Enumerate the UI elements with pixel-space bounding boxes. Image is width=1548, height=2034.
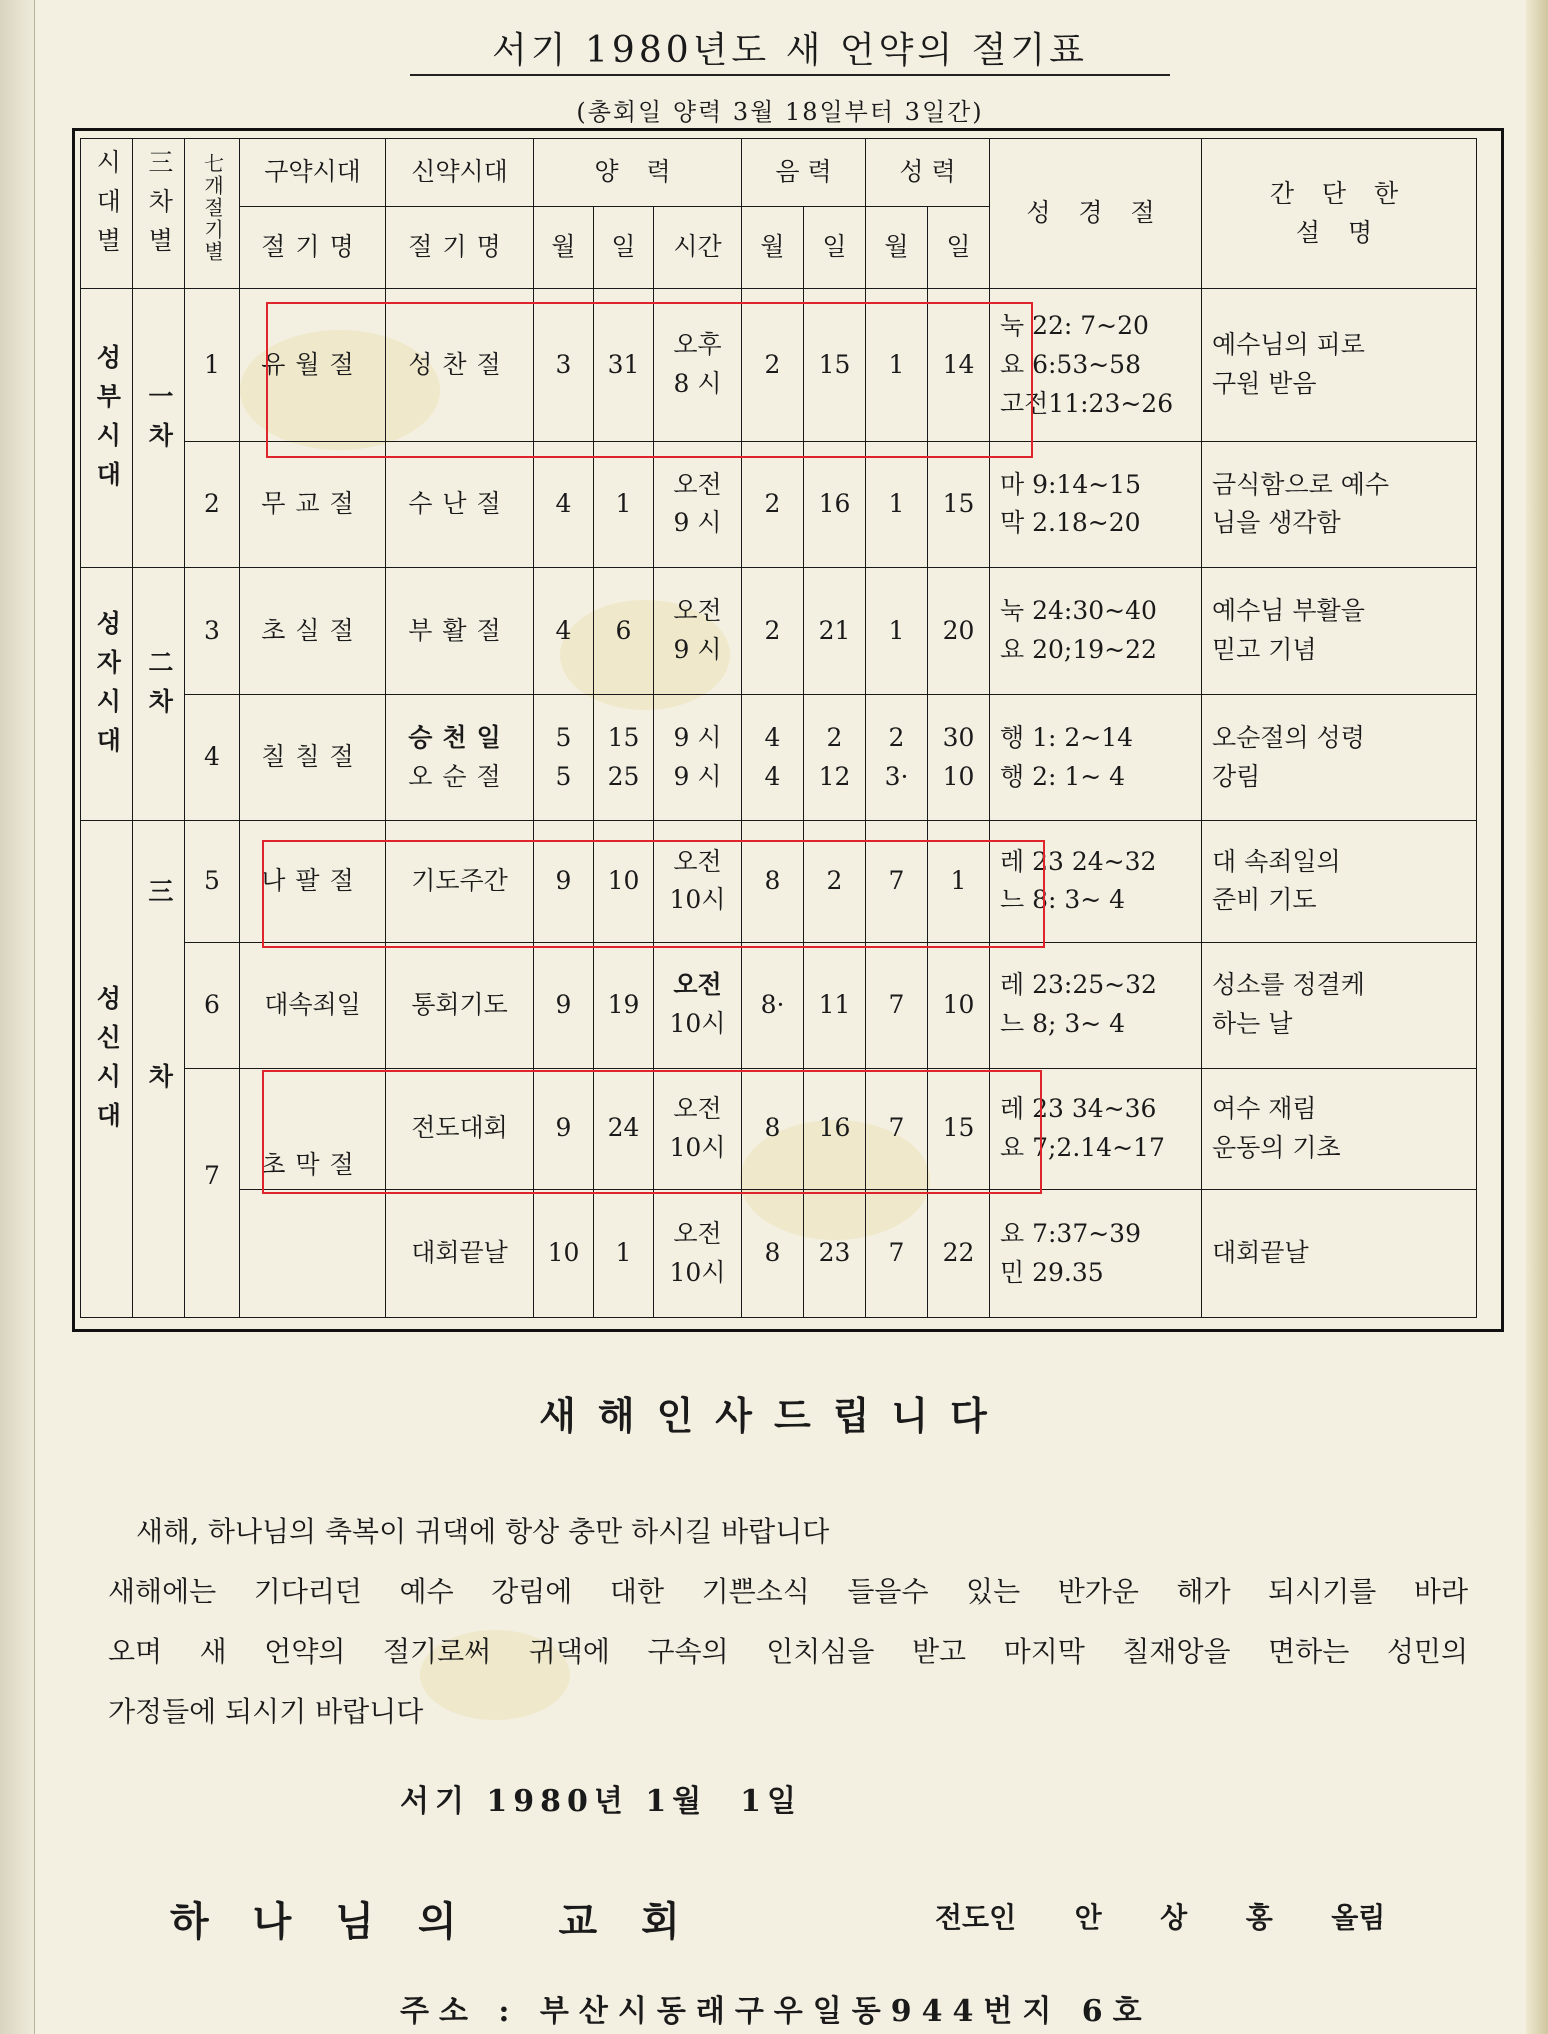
page-binding-edge [0, 0, 35, 2034]
feast-number: 3 [185, 567, 240, 695]
feast-number: 7 [185, 1068, 240, 1317]
table-header-row [81, 139, 1477, 207]
solar-day: 31 [594, 289, 654, 442]
greeting-line: 오며 새 언약의 절기로써 귀댁에 구속의 인치심을 받고 마지막 칠재앙을 면하는 성민의 [108, 1635, 1468, 1668]
sacred-month: 2 3· [866, 695, 928, 821]
greeting-line: 새해, 하나님의 축복이 귀댁에 항상 충만 하시길 바랍니다 [136, 1515, 830, 1548]
ot-feast-name: 칠칠절 [240, 695, 386, 821]
sacred-month: 1 [866, 441, 928, 567]
scripture-cell: 레 23 24~32 느 8: 3~ 4 [990, 821, 1202, 943]
sacred-month: 7 [866, 1190, 928, 1318]
greeting-heading: 새해인사드립니다 [539, 1393, 1009, 1438]
ot-feast-name: 대속죄일 [240, 942, 386, 1068]
description-cell: 대회끝날 [1202, 1190, 1477, 1318]
greeting-line: 가정들에 되시기 바랍니다 [108, 1695, 424, 1728]
sacred-day: 1 [928, 821, 990, 943]
document-title: 서기 1980년도 새 언약의 절기표 [492, 30, 1088, 71]
nt-feast-name: 대회끝날 [386, 1190, 534, 1318]
nt-feast-name: 성찬절 [386, 289, 534, 442]
description-cell: 금식함으로 예수 님을 생각함 [1202, 441, 1477, 567]
scripture-cell: 눅 22: 7~20 요 6:53~58 고전11:23~26 [990, 289, 1202, 442]
lunar-month: 2 [742, 289, 804, 442]
lunar-day: 23 [804, 1190, 866, 1318]
lunar-month: 8 [742, 821, 804, 943]
description-cell: 예수님의 피로 구원 받음 [1202, 289, 1477, 442]
header-sacred: 성 력 [866, 139, 990, 207]
scripture-cell: 행 1: 2~14 행 2: 1~ 4 [990, 695, 1202, 821]
header-ot-name: 절기명 [240, 207, 386, 289]
solar-month: 9 [534, 821, 594, 943]
solar-month: 3 [534, 289, 594, 442]
title-underline [410, 74, 1170, 76]
header-sacred-day: 일 [928, 207, 990, 289]
lunar-day: 15 [804, 289, 866, 442]
nt-feast-name: 부활절 [386, 567, 534, 695]
solar-time: 오전 10시 [654, 1068, 742, 1190]
greeting-line: 새해에는 기다리던 예수 강림에 대한 기쁜소식 들을수 있는 반가운 해가 되시기를 바라 [108, 1575, 1468, 1608]
lunar-day: 2 [804, 821, 866, 943]
feast-number: 6 [185, 942, 240, 1068]
highlight-box-passover [266, 302, 1033, 458]
sacred-day: 10 [928, 942, 990, 1068]
sacred-day: 30 10 [928, 695, 990, 821]
solar-month: 9 [534, 1068, 594, 1190]
solar-time: 오후 8 시 [654, 289, 742, 442]
header-lunar-month: 월 [742, 207, 804, 289]
nt-feast-name: 통회기도 [386, 942, 534, 1068]
solar-time: 오전 10시 [654, 1190, 742, 1318]
page-right-edge [1526, 0, 1548, 2034]
description-cell: 대 속죄일의 준비 기도 [1202, 821, 1477, 943]
nt-feast-name: 승천일 오순절 [386, 695, 534, 821]
header-era: 시대별 [81, 139, 133, 289]
lunar-month: 8· [742, 942, 804, 1068]
feast-number: 5 [185, 821, 240, 943]
ot-feast-name: 초실절 [240, 567, 386, 695]
solar-day: 1 [594, 441, 654, 567]
lunar-month: 2 [742, 567, 804, 695]
scripture-cell: 레 23:25~32 느 8; 3~ 4 [990, 942, 1202, 1068]
church-name: 하나님의 교회 [170, 1898, 724, 1945]
header-solar-day: 일 [594, 207, 654, 289]
lunar-day: 2 12 [804, 695, 866, 821]
scripture-cell: 레 23 34~36 요 7;2.14~17 [990, 1068, 1202, 1190]
scripture-cell: 눅 24:30~40 요 20;19~22 [990, 567, 1202, 695]
lunar-day: 16 [804, 1068, 866, 1190]
solar-time: 9 시 9 시 [654, 695, 742, 821]
solar-time: 오전 10시 [654, 821, 742, 943]
solar-month: 4 [534, 441, 594, 567]
sacred-month: 7 [866, 1068, 928, 1190]
solar-month: 5 5 [534, 695, 594, 821]
description-cell: 예수님 부활을 믿고 기념 [1202, 567, 1477, 695]
header-nt-era: 신약시대 [386, 139, 534, 207]
ot-feast-name: 나팔절 [240, 821, 386, 943]
sacred-day: 15 [928, 1068, 990, 1190]
document-subtitle: (총회일 양력 3월 18일부터 3일간) [576, 98, 984, 126]
stage-cell: 一차 [133, 289, 185, 567]
header-description: 간 단 한 설 명 [1202, 139, 1477, 289]
lunar-day: 21 [804, 567, 866, 695]
solar-day: 10 [594, 821, 654, 943]
nt-feast-name: 기도주간 [386, 821, 534, 943]
solar-month: 10 [534, 1190, 594, 1318]
stage-cell: 三차 [133, 821, 185, 1318]
solar-day: 24 [594, 1068, 654, 1190]
solar-time: 오전 10시 [654, 942, 742, 1068]
stage-cell: 二차 [133, 567, 185, 821]
header-sacred-month: 월 [866, 207, 928, 289]
sacred-day: 14 [928, 289, 990, 442]
sacred-day: 22 [928, 1190, 990, 1318]
solar-month: 9 [534, 942, 594, 1068]
solar-day: 19 [594, 942, 654, 1068]
header-solar: 양 력 [534, 139, 742, 207]
greeting-message [108, 1502, 1468, 1742]
solar-time: 오전 9 시 [654, 441, 742, 567]
lunar-day: 16 [804, 441, 866, 567]
table-row [81, 441, 1477, 567]
ot-feast-name [240, 1190, 386, 1318]
scripture-cell: 마 9:14~15 막 2.18~20 [990, 441, 1202, 567]
sacred-month: 7 [866, 821, 928, 943]
feast-number: 1 [185, 289, 240, 442]
preacher-signature: 전도인 안 상 홍 올림 [935, 1901, 1386, 1934]
highlight-box-tabernacles [262, 1070, 1042, 1194]
description-cell: 여수 재림 운동의 기초 [1202, 1068, 1477, 1190]
era-cell: 성부시대 [81, 289, 133, 567]
nt-feast-name: 전도대회 [386, 1068, 534, 1190]
header-ot-era: 구약시대 [240, 139, 386, 207]
solar-time: 오전 9 시 [654, 567, 742, 695]
feast-number: 4 [185, 695, 240, 821]
solar-day: 1 [594, 1190, 654, 1318]
header-scripture: 성 경 절 [990, 139, 1202, 289]
header-solar-month: 월 [534, 207, 594, 289]
table-row [81, 942, 1477, 1068]
sacred-month: 1 [866, 567, 928, 695]
scripture-cell: 요 7:37~39 민 29.35 [990, 1190, 1202, 1318]
header-nt-name: 절기명 [386, 207, 534, 289]
description-cell: 성소를 정결케 하는 날 [1202, 942, 1477, 1068]
table-row [81, 1190, 1477, 1318]
solar-day: 6 [594, 567, 654, 695]
header-lunar: 음 력 [742, 139, 866, 207]
issue-date: 서기 1980년 1월 1일 [400, 1784, 802, 1819]
table-row [81, 567, 1477, 695]
lunar-day: 11 [804, 942, 866, 1068]
ot-feast-name: 유월절 [240, 289, 386, 442]
era-cell: 성신시대 [81, 821, 133, 1318]
church-address: 주소 : 부산시동래구우일동944번지 6호 [400, 1994, 1152, 2029]
lunar-month: 2 [742, 441, 804, 567]
header-lunar-day: 일 [804, 207, 866, 289]
sacred-month: 1 [866, 289, 928, 442]
ot-feast-name: 무교절 [240, 441, 386, 567]
lunar-month: 4 4 [742, 695, 804, 821]
sacred-day: 20 [928, 567, 990, 695]
header-solar-time: 시간 [654, 207, 742, 289]
table-row [81, 695, 1477, 821]
lunar-month: 8 [742, 1068, 804, 1190]
solar-day: 15 25 [594, 695, 654, 821]
sacred-month: 7 [866, 942, 928, 1068]
era-cell: 성자시대 [81, 567, 133, 821]
feast-number: 2 [185, 441, 240, 567]
header-seven-feasts: 七개절기별 [185, 139, 240, 289]
nt-feast-name: 수난절 [386, 441, 534, 567]
lunar-month: 8 [742, 1190, 804, 1318]
solar-month: 4 [534, 567, 594, 695]
description-cell: 오순절의 성령 강림 [1202, 695, 1477, 821]
header-stage: 三차별 [133, 139, 185, 289]
highlight-box-trumpets [262, 840, 1045, 948]
ot-feast-name: 초막절 [240, 1068, 386, 1190]
sacred-day: 15 [928, 441, 990, 567]
